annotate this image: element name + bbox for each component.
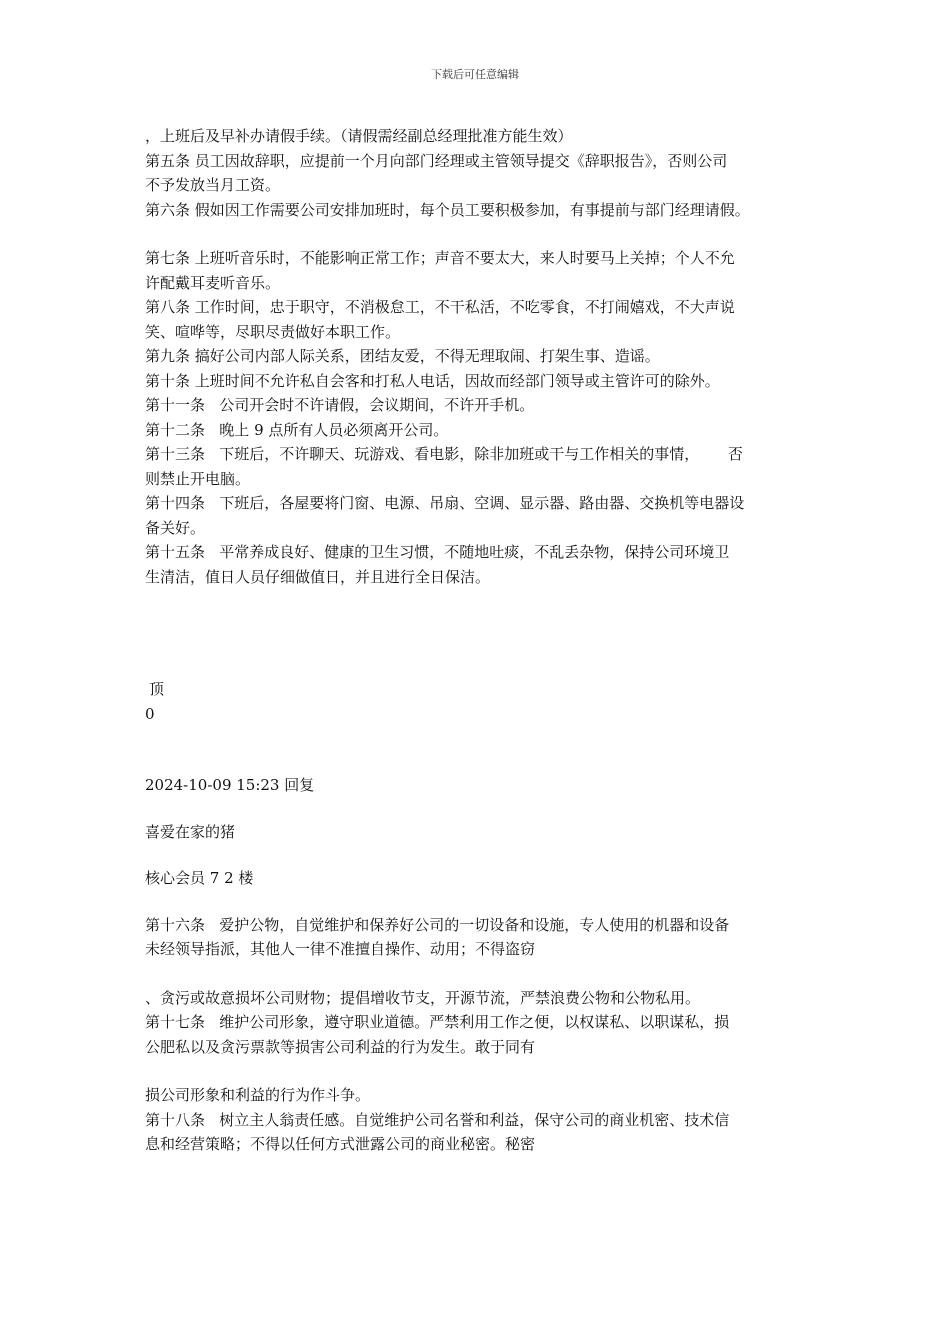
- blank-line: [145, 962, 815, 986]
- text-line: 第十条 上班时间不允许私自会客和打私人电话，因故而经部门领导或主管许可的除外。: [145, 371, 720, 390]
- page-header: 下载后可任意编辑: [431, 68, 519, 81]
- text-line: 笑、喧哗等，尽职尽责做好本职工作。: [145, 322, 401, 341]
- text-line: 第十五条 平常养成良好、健康的卫生习惯，不随地吐痰，不乱丢杂物，保持公司环境卫: [145, 543, 730, 561]
- text-line: 第八条 工作时间，忠于职守，不消极怠工，不干私活，不吃零食，不打闹嬉戏，不大声说: [145, 298, 735, 316]
- text-line: ，上班后及早补办请假手续。（请假需经副总经理批准方能生效）: [145, 127, 573, 145]
- text-line: 未经领导指派，其他人一律不准擅自操作、动用；不得盗窃: [145, 940, 536, 958]
- text-line: 许配戴耳麦听音乐。: [145, 273, 281, 292]
- top-button[interactable]: 顶: [149, 680, 165, 698]
- text-line: 第六条 假如因工作需要公司安排加班时，每个员工要积极参加，有事提前与部门经理请假。: [145, 200, 750, 219]
- member-floor-badge: 核心会员 7 2 楼: [145, 869, 254, 887]
- username[interactable]: 喜爱在家的猪: [145, 822, 236, 841]
- text-line: 第十七条 维护公司形象，遵守职业道德。严禁利用工作之便，以权谋私、以职谋私，损: [145, 1013, 730, 1031]
- top-count: 0: [145, 704, 155, 723]
- document-body: [145, 124, 815, 1157]
- text-line: 生清洁，值日人员仔细做值日，并且进行全日保洁。: [145, 567, 491, 586]
- post-meta: [145, 677, 815, 891]
- text-line: 第十二条 晚上 9 点所有人员必须离开公司。: [145, 420, 449, 439]
- text-line: 、贪污或故意损坏公司财物；提倡增收节支，开源节流，严禁浪费公物和公物私用。: [145, 988, 701, 1007]
- text-line: 第十六条 爱护公物，自觉维护和保养好公司的一切设备和设施，专人使用的机器和设备: [145, 915, 730, 934]
- text-line: 则禁止开电脑。: [145, 469, 251, 488]
- section-rules-1: [145, 124, 815, 589]
- text-line: 息和经营策略；不得以任何方式泄露公司的商业秘密。秘密: [145, 1135, 536, 1153]
- text-line: 第七条 上班听音乐时，不能影响正常工作；声音不要太大，来人时要马上关掉；个人不允: [145, 249, 735, 267]
- spacer: [145, 589, 815, 677]
- text-line: 第十一条 公司开会时不许请假，会议期间，不许开手机。: [145, 396, 535, 414]
- reply-timestamp[interactable]: 2024-10-09 15:23 回复: [145, 776, 315, 794]
- text-line: 第十四条 下班后，各屋要将门窗、电源、吊扇、空调、显示器、路由器、交换机等电器设: [145, 494, 745, 512]
- text-line: 第十八条 树立主人翁责任感。自觉维护公司名誉和利益，保守公司的商业机密、技术信: [145, 1110, 730, 1129]
- text-line: 不予发放当月工资。: [145, 176, 281, 194]
- blank-line: [145, 222, 815, 246]
- text-line: 损公司形象和利益的行为作斗争。: [145, 1086, 371, 1104]
- text-line: 公肥私以及贪污票款等损害公司利益的行为发生。敢于同有: [145, 1037, 536, 1056]
- text-line: 第十三条 下班后，不许聊天、玩游戏、看电影，除非加班或干与工作相关的事情， 否: [145, 445, 743, 463]
- text-line: 备关好。: [145, 518, 206, 537]
- text-line: 第九条 搞好公司内部人际关系，团结友爱，不得无理取闹、打架生事、造谣。: [145, 347, 660, 365]
- section-rules-2: [145, 913, 815, 1157]
- blank-line: [145, 1059, 815, 1083]
- text-line: 第五条 员工因故辞职，应提前一个月向部门经理或主管领导提交《辞职报告》，否则公司: [145, 151, 728, 170]
